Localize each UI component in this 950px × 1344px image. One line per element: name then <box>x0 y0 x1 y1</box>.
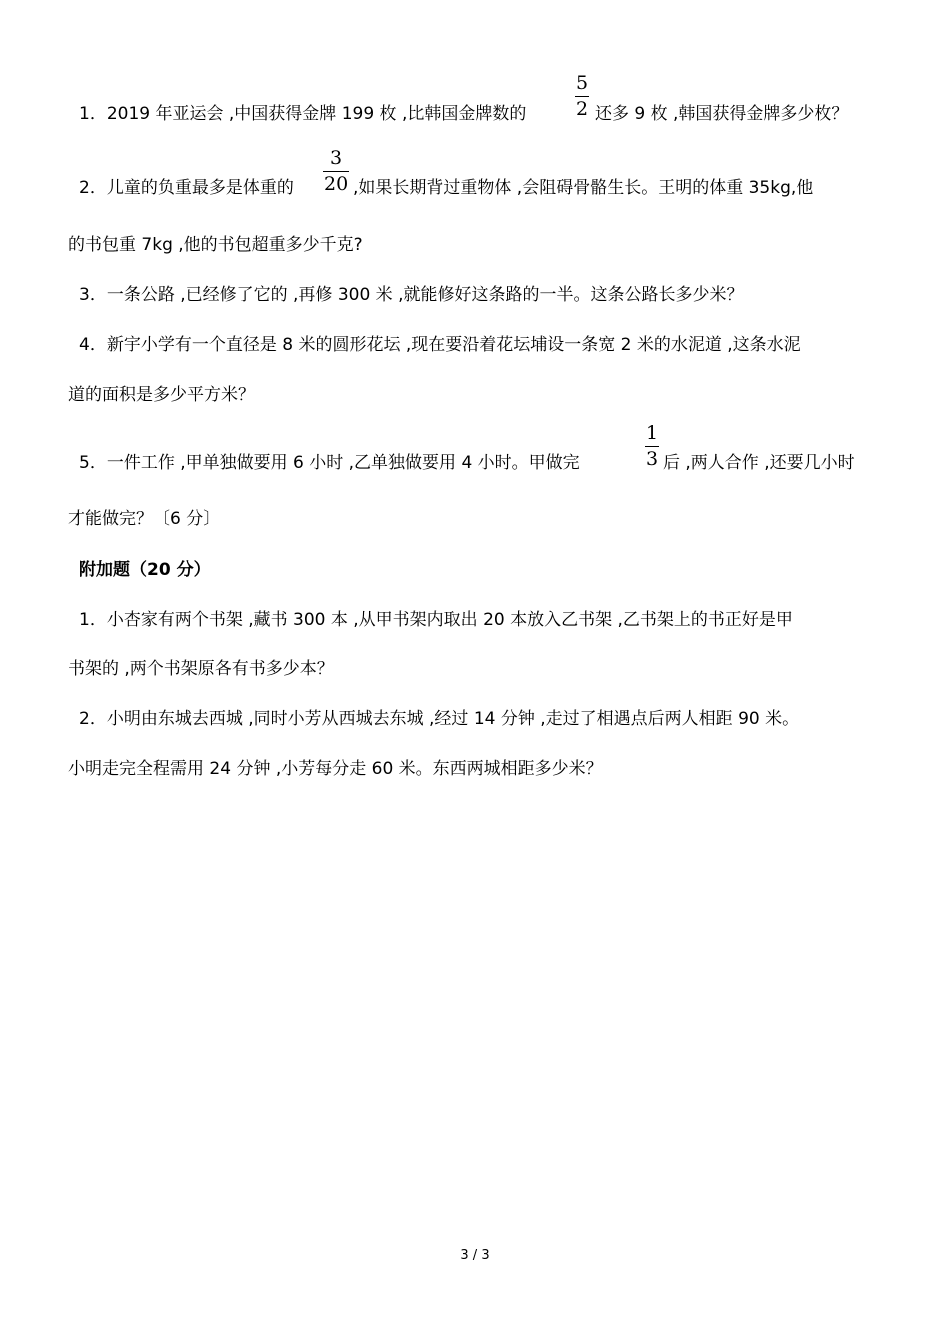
bonus-q2-line2: 小明走完全程需用 24 分钟 ,小芳每分走 60 米。东西两城相距多少米？ <box>68 759 603 779</box>
q1-fraction <box>575 74 589 119</box>
q2-text-pre: 2．儿童的负重最多是体重的 <box>79 178 294 198</box>
q3-text: 3．一条公路 ,已经修了它的 ,再修 300 米 ,就能修好这条路的一半。这条公路长多少米？ <box>79 285 744 305</box>
q2-fraction-numerator: 3 <box>330 147 343 169</box>
q2-fraction <box>323 149 349 194</box>
q1-fraction-denominator: 2 <box>576 98 589 120</box>
q5-text-line2: 才能做完？〔6 分〕 <box>68 509 221 529</box>
bonus-q1-line1: 1．小杏家有两个书架 ,藏书 300 本 ,从甲书架内取出 20 本放入乙书架 ,乙书架上的书正好是甲 <box>79 610 793 630</box>
q1-text-pre: 1．2019 年亚运会 ,中国获得金牌 199 枚 ,比韩国金牌数的 <box>79 104 527 124</box>
q5-text-pre: 5．一件工作 ,甲单独做要用 6 小时 ,乙单独做要用 4 小时。甲做完 <box>79 453 580 473</box>
q2-text-post: ,如果长期背过重物体 ,会阻碍骨骼生长。王明的体重 35kg,他 <box>353 178 814 198</box>
q4-text-line1: 4．新宇小学有一个直径是 8 米的圆形花坛 ,现在要沿着花坛埔设一条宽 2 米的水泥道 ,这条水泥 <box>79 335 801 355</box>
q2-fraction-denominator: 20 <box>324 173 349 195</box>
page-number: 3 / 3 <box>460 1248 490 1263</box>
bonus-q1-line2: 书架的 ,两个书架原各有书多少本？ <box>68 659 334 679</box>
q5-fraction-denominator: 3 <box>646 448 659 470</box>
q5-fraction-numerator: 1 <box>646 422 659 444</box>
bonus-q2-line1: 2．小明由东城去西城 ,同时小芳从西城去东城 ,经过 14 分钟 ,走过了相遇点后两人相距 90 米。 <box>79 709 800 729</box>
q1-fraction-numerator: 5 <box>576 72 589 94</box>
q5-fraction <box>645 424 659 469</box>
q2-text-line2: 的书包重 7kg ,他的书包超重多少千克? <box>68 235 363 255</box>
q4-text-line2: 道的面积是多少平方米？ <box>68 385 255 405</box>
q1-text-post: 还多 9 枚 ,韩国获得金牌多少枚？ <box>595 104 849 124</box>
q5-text-post: 后 ,两人合作 ,还要几小时 <box>663 453 855 473</box>
bonus-heading: 附加题（20 分） <box>79 560 211 580</box>
